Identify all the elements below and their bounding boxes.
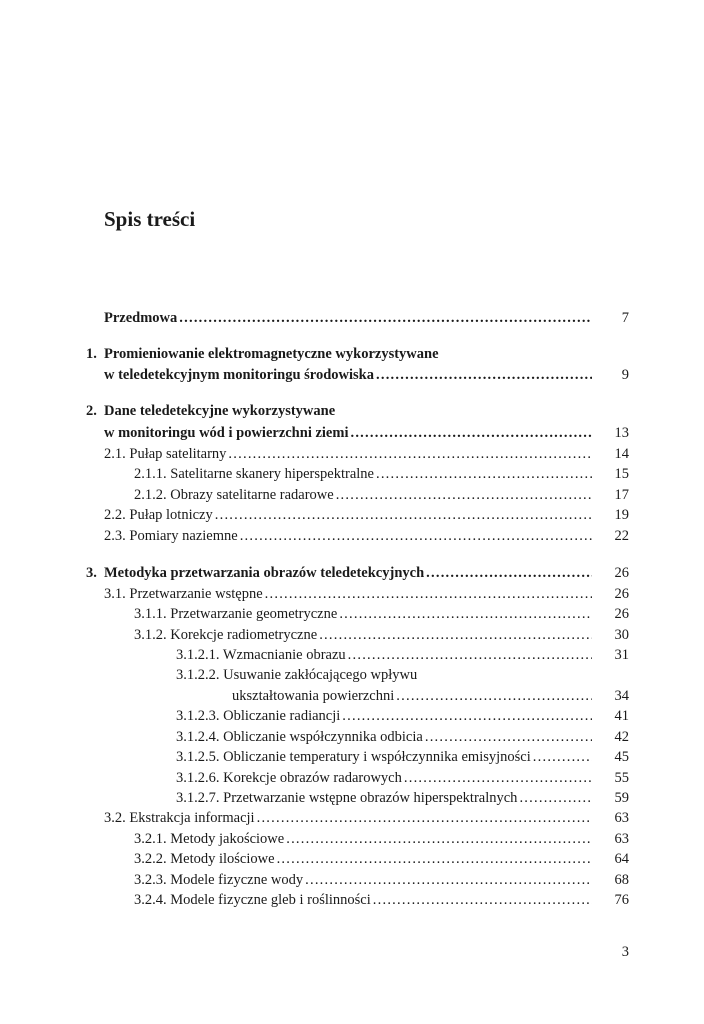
toc-entry <box>0 849 704 869</box>
toc-entry <box>0 645 704 665</box>
toc-page-number: 13 <box>614 425 629 441</box>
toc-page-number: 30 <box>614 627 629 643</box>
dot-leader <box>425 727 592 747</box>
dot-leader <box>277 849 592 869</box>
toc-entry <box>0 747 704 767</box>
toc-page-number: 64 <box>614 851 629 867</box>
dot-leader <box>373 890 592 910</box>
toc-entry <box>0 485 704 505</box>
toc-entry-label: 2.3. Pomiary naziemne <box>104 528 238 544</box>
toc-page-number: 9 <box>621 367 629 383</box>
toc-page-number: 63 <box>614 810 629 826</box>
toc-page-number: 15 <box>614 466 629 482</box>
toc-page-number: 17 <box>614 487 629 503</box>
toc-entry-label: Promieniowanie elektromagnetyczne wykorzystywane <box>104 346 439 362</box>
toc-entry <box>0 464 704 484</box>
dot-leader <box>319 625 592 645</box>
toc-entry <box>0 505 704 525</box>
dot-leader <box>342 706 592 726</box>
toc-entry <box>0 604 704 624</box>
toc-entry <box>0 665 704 685</box>
toc-entry <box>0 788 704 808</box>
toc-entry <box>0 625 704 645</box>
toc-entry-label: Metodyka przetwarzania obrazów teledetekcyjnych <box>104 565 425 581</box>
toc-entry <box>0 365 704 385</box>
dot-leader <box>240 526 592 546</box>
dot-leader <box>339 604 592 624</box>
toc-page-number: 42 <box>614 729 629 745</box>
toc-page-number: 19 <box>614 507 629 523</box>
page-number: 3 <box>621 944 629 960</box>
toc-entry-label: 2.2. Pułap lotniczy <box>104 507 213 523</box>
toc-entry-label: 2.1. Pułap satelitarny <box>104 446 227 462</box>
toc-entry <box>0 890 704 910</box>
toc-page-number: 55 <box>614 770 629 786</box>
dot-leader <box>215 505 592 525</box>
dot-leader <box>336 485 592 505</box>
dot-leader <box>426 563 592 583</box>
toc-chapter-number: 2. <box>86 403 97 419</box>
dot-leader <box>519 788 592 808</box>
page-title: Spis treści <box>104 207 196 231</box>
dot-leader <box>404 768 592 788</box>
toc-page-number: 76 <box>614 892 629 908</box>
toc-page-number: 34 <box>614 688 629 704</box>
toc-entry-label: 3.2. Ekstrakcja informacji <box>104 810 255 826</box>
toc-entry-label: w teledetekcyjnym monitoringu środowiska <box>104 367 374 383</box>
toc-page-number: 22 <box>614 528 629 544</box>
toc-page-number: 63 <box>614 831 629 847</box>
toc-entry-label: Dane teledetekcyjne wykorzystywane <box>104 403 336 419</box>
dot-leader <box>305 870 592 890</box>
toc-entry <box>0 344 704 364</box>
toc-entry-label: 3.2.1. Metody jakościowe <box>134 831 285 847</box>
toc-entry-label: 3.1.2.1. Wzmacnianie obrazu <box>176 647 346 663</box>
toc-entry <box>0 686 704 706</box>
toc-entry <box>0 423 704 443</box>
toc-page-number: 45 <box>614 749 629 765</box>
toc-entry-label: 2.1.1. Satelitarne skanery hiperspektralne <box>134 466 374 482</box>
toc-entry-label: 3.1.2.7. Przetwarzanie wstępne obrazów hiperspektralnych <box>176 790 518 806</box>
dot-leader <box>350 423 592 443</box>
toc-entry <box>0 829 704 849</box>
toc-entry <box>0 444 704 464</box>
toc-entry <box>0 808 704 828</box>
toc-chapter-number: 3. <box>86 565 97 581</box>
toc-entry-label: 3.2.4. Modele fizyczne gleb i roślinności <box>134 892 371 908</box>
dot-leader <box>179 308 592 328</box>
toc-page-number: 31 <box>614 647 629 663</box>
toc-entry <box>0 401 704 421</box>
toc-entry <box>0 584 704 604</box>
toc-chapter-number: 1. <box>86 346 97 362</box>
toc-entry-label: 3.1.2.6. Korekcje obrazów radarowych <box>176 770 402 786</box>
toc-entry-label: 3.2.2. Metody ilościowe <box>134 851 275 867</box>
toc-entry-label: 2.1.2. Obrazy satelitarne radarowe <box>134 487 334 503</box>
toc-entry-label: Przedmowa <box>104 310 178 326</box>
toc-page-number: 7 <box>621 310 629 326</box>
toc-page-number: 14 <box>614 446 629 462</box>
toc-page-number: 59 <box>614 790 629 806</box>
dot-leader <box>376 365 592 385</box>
toc-entry-label: 3.1. Przetwarzanie wstępne <box>104 586 263 602</box>
toc-entry <box>0 308 704 328</box>
toc-entry <box>0 727 704 747</box>
toc-entry-label: w monitoringu wód i powierzchni ziemi <box>104 425 349 441</box>
toc-entry <box>0 706 704 726</box>
dot-leader <box>257 808 592 828</box>
toc-entry-label: ukształtowania powierzchni <box>232 688 395 704</box>
toc-entry-label: 3.1.2. Korekcje radiometryczne <box>134 627 318 643</box>
toc-entry-label: 3.1.1. Przetwarzanie geometryczne <box>134 606 338 622</box>
dot-leader <box>376 464 592 484</box>
toc-page-number: 26 <box>614 606 629 622</box>
toc-entry <box>0 870 704 890</box>
toc-page-number: 26 <box>614 565 629 581</box>
toc-entry-label: 3.1.2.5. Obliczanie temperatury i współczynnika emisyjności <box>176 749 531 765</box>
toc-entry-label: 3.2.3. Modele fizyczne wody <box>134 872 304 888</box>
toc-page-number: 41 <box>614 708 629 724</box>
toc-entry <box>0 768 704 788</box>
toc-entry-label: 3.1.2.2. Usuwanie zakłócającego wpływu <box>176 667 418 683</box>
toc-page-number: 26 <box>614 586 629 602</box>
toc-entry-label: 3.1.2.4. Obliczanie współczynnika odbicia <box>176 729 423 745</box>
toc-entry-label: 3.1.2.3. Obliczanie radiancji <box>176 708 341 724</box>
dot-leader <box>286 829 592 849</box>
dot-leader <box>533 747 592 767</box>
dot-leader <box>396 686 592 706</box>
dot-leader <box>348 645 592 665</box>
toc-entry <box>0 526 704 546</box>
dot-leader <box>265 584 592 604</box>
toc-entry <box>0 563 704 583</box>
dot-leader <box>228 444 592 464</box>
toc-page-number: 68 <box>614 872 629 888</box>
